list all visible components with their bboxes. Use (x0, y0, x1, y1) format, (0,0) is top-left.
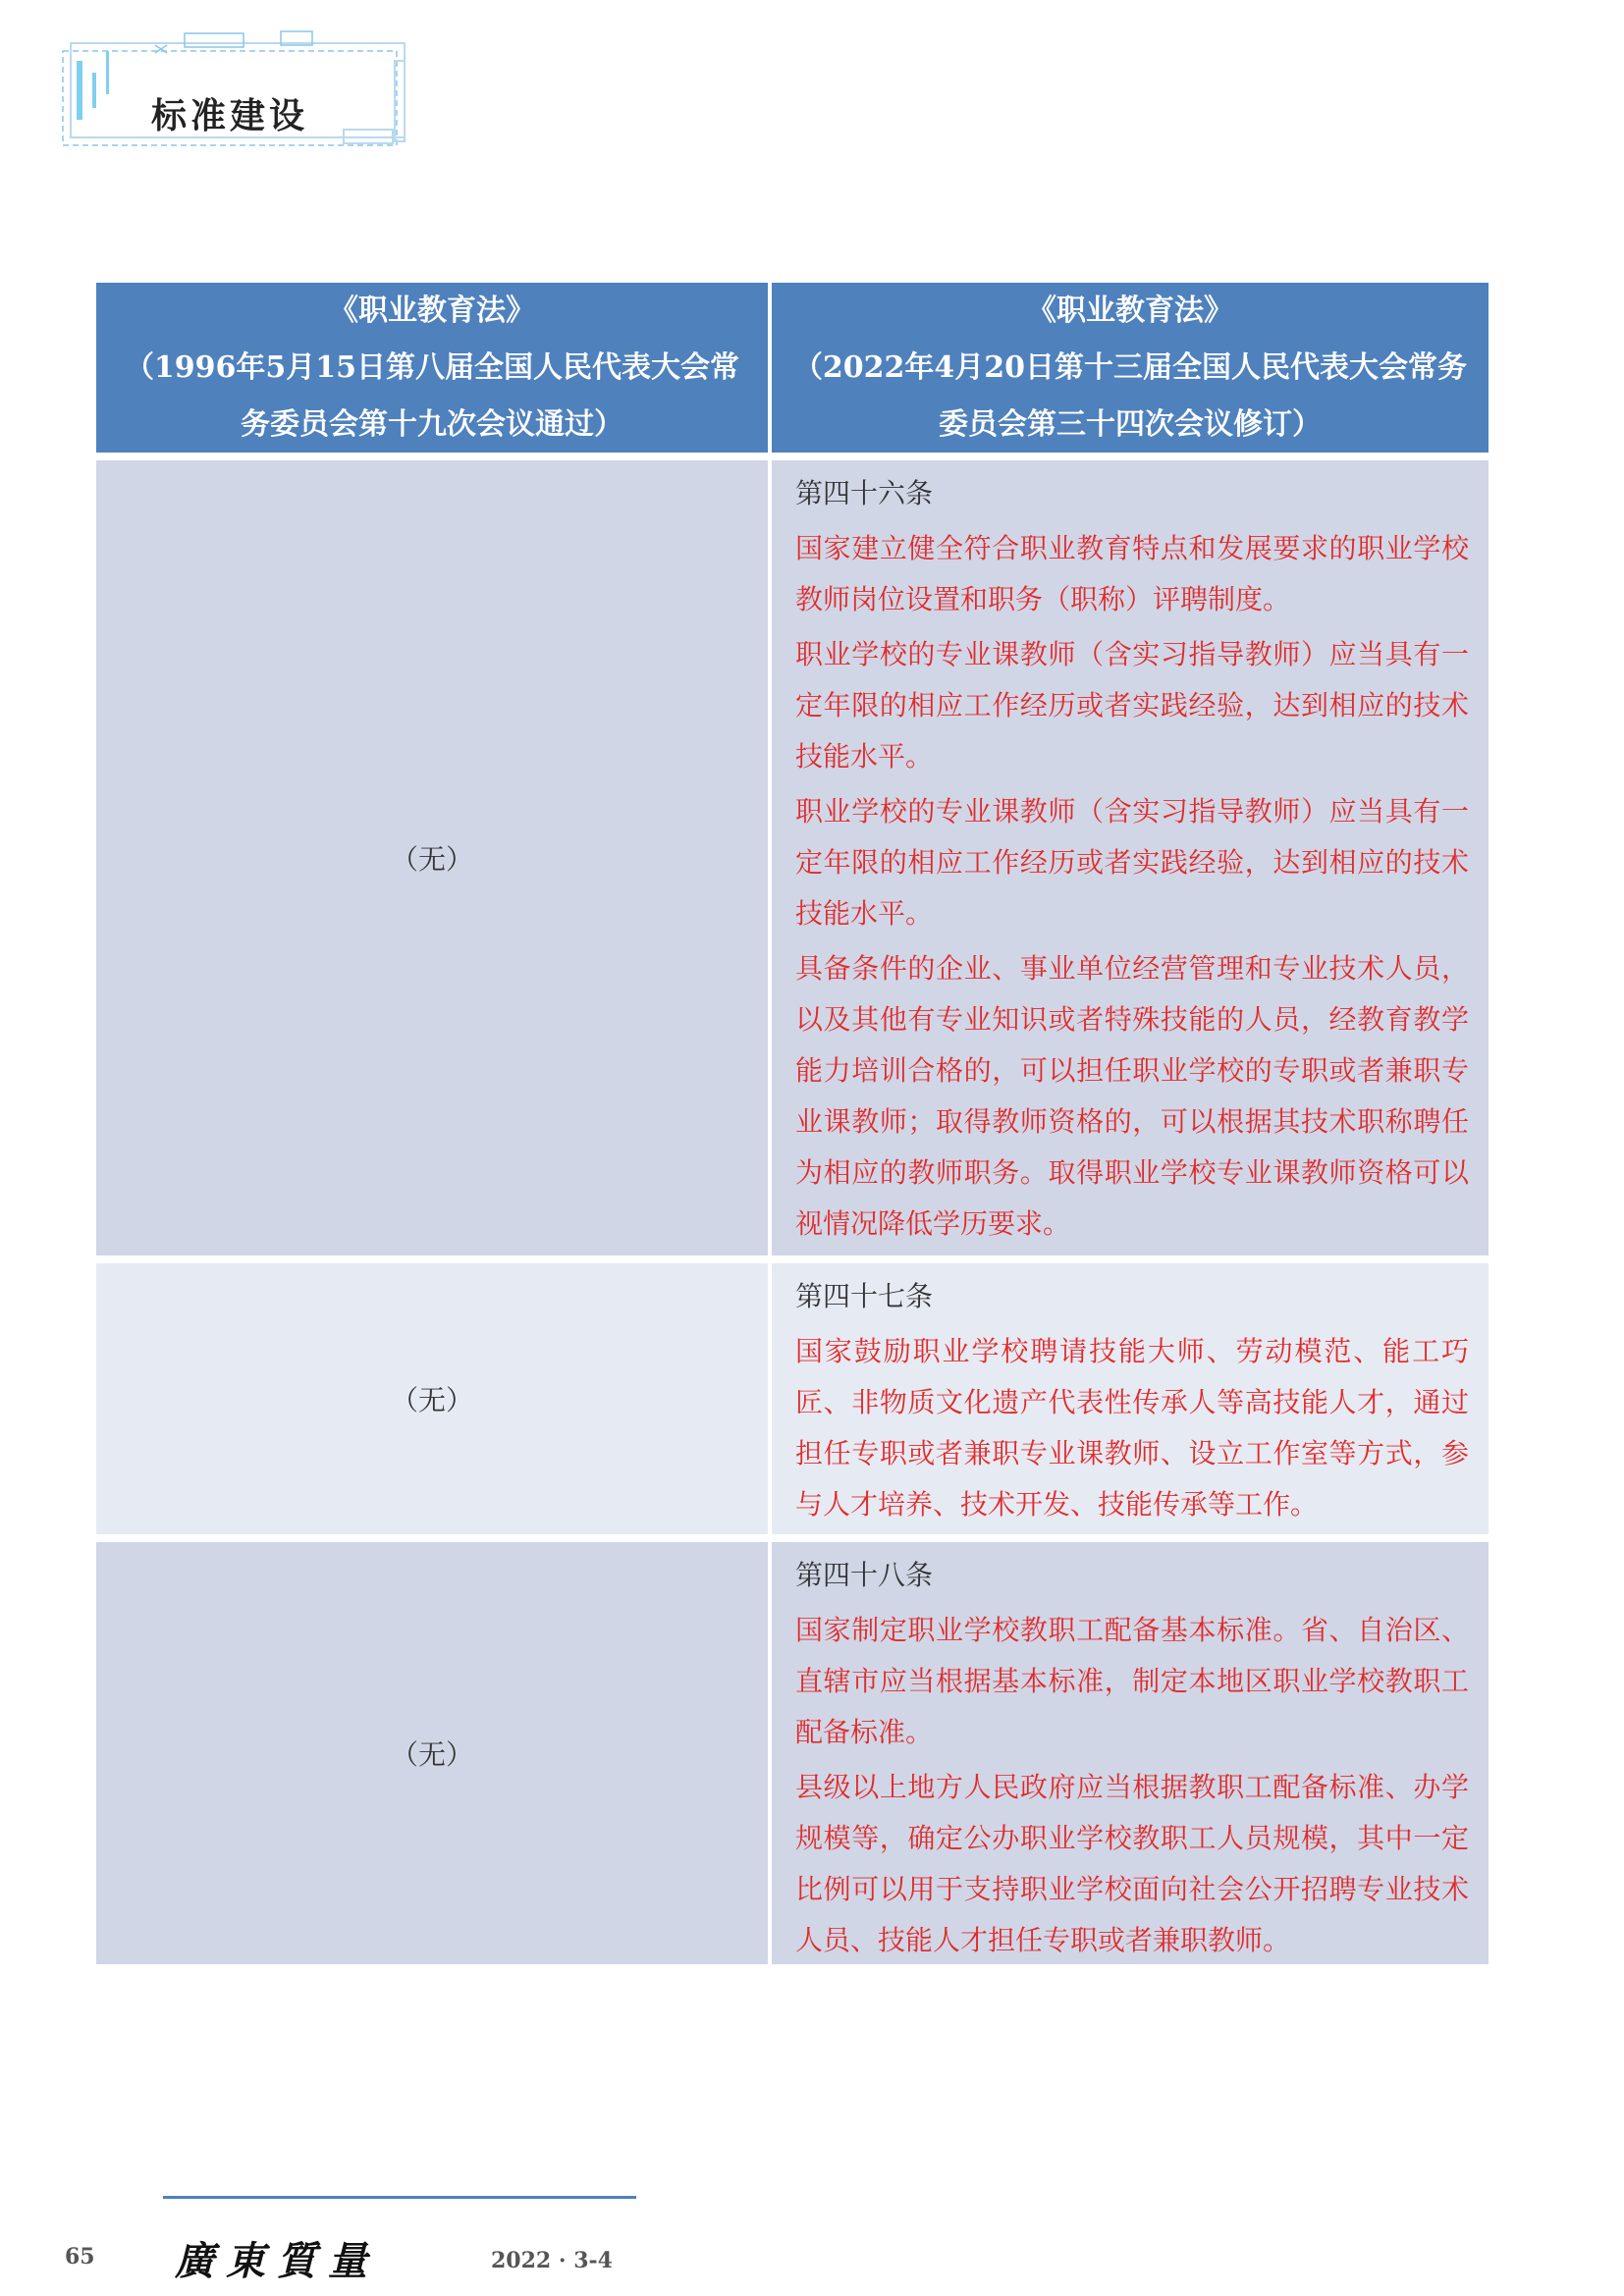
header-old-law-line-1: （1996年5月15日第八届全国人民代表大会常 (124, 350, 740, 385)
article-paragraph: 国家建立健全符合职业教育特点和发展要求的职业学校教师岗位设置和职务（职称）评聘制度。 (795, 532, 1469, 615)
old-law-cell: （无） (96, 1263, 768, 1534)
header-new-law-line-2: 委员会第三十四次会议修订） (939, 407, 1322, 442)
article-paragraph: 县级以上地方人民政府应当根据教职工配备标准、办学规模等，确定公办职业学校教职工人员规模，其中一定比例可以用于支持职业学校面向社会公开招聘专业技术人员、技能人才担任专职或者兼职教师。 (795, 1771, 1469, 1956)
old-law-cell: （无） (96, 1542, 768, 1964)
header-new-law-line-1: （2022年4月20日第十三届全国人民代表大会常务 (792, 350, 1468, 385)
header-old-law (96, 283, 768, 453)
article-number: 第四十七条 (795, 1280, 934, 1312)
table-row (96, 1263, 1489, 1534)
table-header (96, 283, 1489, 453)
magazine-name: 廣東質量 (175, 2238, 379, 2284)
header-new-law-title: 《职业教育法》 (1027, 294, 1233, 328)
article-paragraph: 国家鼓励职业学校聘请技能大师、劳动模范、能工巧匠、非物质文化遗产代表性传承人等高技能人才，通过担任专职或者兼职专业课教师、设立工作室等方式，参与人才培养、技术开发、技能传承等工作。 (795, 1335, 1469, 1521)
new-law-cell (772, 1542, 1489, 1964)
header-new-law (772, 283, 1489, 453)
issue-label: 2022 · 3-4 (491, 2248, 613, 2273)
footer-rule (163, 2196, 636, 2199)
header-old-law-line-2: 务委员会第十九次会议通过） (241, 407, 623, 442)
article-paragraph: 具备条件的企业、事业单位经营管理和专业技术人员，以及其他有专业知识或者特殊技能的人员，经教育教学能力培训合格的，可以担任职业学校的专职或者兼职专业课教师；取得教师资格的，可以根据其技术职称聘任为相应的教师职务。取得职业学校专业课教师资格可以视情况降低学历要求。 (795, 952, 1469, 1240)
article-number: 第四十八条 (795, 1559, 934, 1591)
section-badge (57, 24, 410, 149)
section-title: 标准建设 (151, 96, 309, 136)
old-law-cell: （无） (96, 460, 768, 1255)
header-old-law-title: 《职业教育法》 (329, 294, 535, 328)
table-row (96, 1542, 1489, 1964)
article-number: 第四十六条 (795, 477, 934, 509)
table-row (96, 460, 1489, 1255)
page-number: 65 (65, 2244, 95, 2269)
article-paragraph: 职业学校的专业课教师（含实习指导教师）应当具有一定年限的相应工作经历或者实践经验，达到相应的技术技能水平。 (795, 638, 1469, 773)
article-paragraph: 职业学校的专业课教师（含实习指导教师）应当具有一定年限的相应工作经历或者实践经验，达到相应的技术技能水平。 (795, 795, 1469, 930)
article-paragraph: 国家制定职业学校教职工配备基本标准。省、自治区、直辖市应当根据基本标准，制定本地区职业学校教职工配备标准。 (795, 1614, 1469, 1748)
new-law-cell (772, 460, 1489, 1255)
new-law-cell (772, 1263, 1489, 1534)
comparison-table (96, 283, 1489, 1964)
